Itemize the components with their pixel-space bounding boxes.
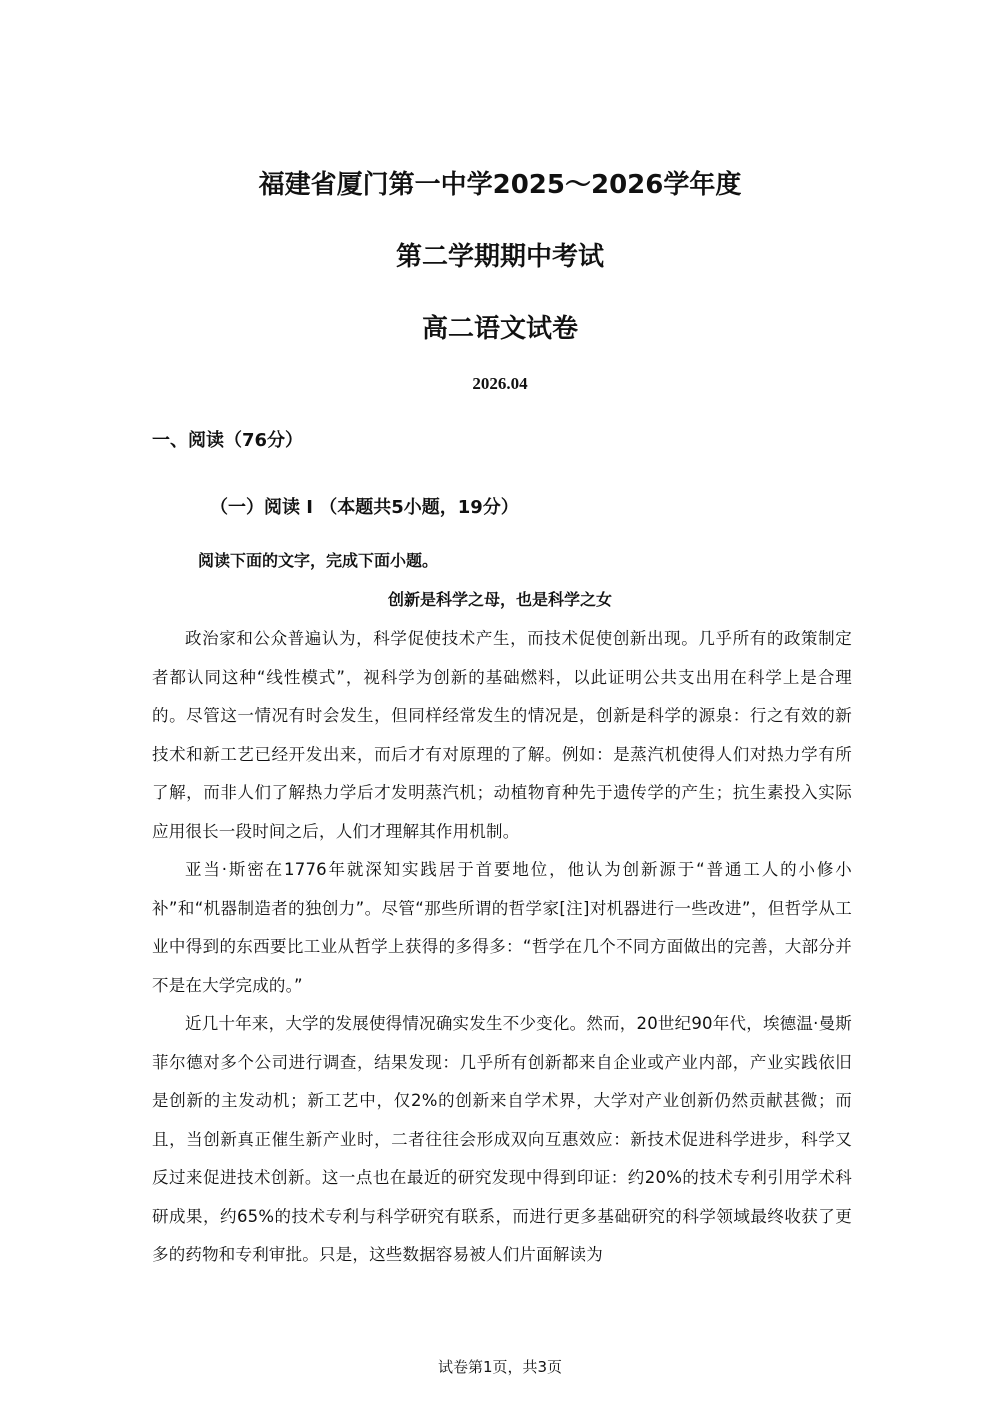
reading-instruction: 阅读下面的文字，完成下面小题。 bbox=[198, 551, 439, 570]
page-footer: 试卷第1页，共3页 bbox=[437, 1358, 563, 1376]
exam-date: 2026.04 bbox=[472, 374, 528, 393]
exam-title-school: 福建省厦门第一中学2025～2026学年度 bbox=[258, 170, 742, 200]
article-paragraph-2: 亚当·斯密在1776年就深知实践居于首要地位，他认为创新源于“普通工人的小修小补”和“机器制造者的独创力”。尽管“那些所谓的哲学家[注]对机器进行一些改进”，但哲学从工业中得到的东西要比工业从哲学上获得的多得多：“哲学在几个不同方面做出的完善，大部分并不是在大学完成的。” bbox=[152, 860, 852, 995]
exam-title-term: 第二学期期中考试 bbox=[395, 242, 604, 272]
exam-title-subject: 高二语文试卷 bbox=[421, 314, 578, 344]
article-body bbox=[152, 620, 852, 1275]
article-paragraph-1: 政治家和公众普遍认为，科学促使技术产生，而技术促使创新出现。几乎所有的政策制定者都认同这种“线性模式”，视科学为创新的基础燃料，以此证明公共支出用在科学上是合理的。尽管这一情况有时会发生，但同样经常发生的情况是，创新是科学的源泉：行之有效的新技术和新工艺已经开发出来，而后才有对原理的了解。例如：是蒸汽机使得人们对热力学有所了解，而非人们了解热力学后才发明蒸汽机；动植物育种先于遗传学的产生；抗生素投入实际应用很长一段时间之后，人们才理解其作用机制。 bbox=[152, 629, 852, 841]
section-heading: 一、阅读（76分） bbox=[152, 430, 304, 451]
article-title: 创新是科学之母，也是科学之女 bbox=[387, 590, 612, 609]
subsection-heading: （一）阅读 I （本题共5小题，19分） bbox=[210, 497, 519, 518]
article-paragraph-3: 近几十年来，大学的发展使得情况确实发生不少变化。然而，20世纪90年代，埃德温·曼斯菲尔德对多个公司进行调查，结果发现：几乎所有创新都来自企业或产业内部，产业实践依旧是创新的主发动机；新工艺中，仅2%的创新来自学术界，大学对产业创新仍然贡献甚微；而且，当创新真正催生新产业时，二者往往会形成双向互惠效应：新技术促进科学进步，科学又反过来促进技术创新。这一点也在最近的研究发现中得到印证：约20%的技术专利引用学术科研成果，约65%的技术专利与科学研究有联系，而进行更多基础研究的科学领域最终收获了更多的药物和专利审批。只是，这些数据容易被人们片面解读为 bbox=[152, 1014, 852, 1264]
